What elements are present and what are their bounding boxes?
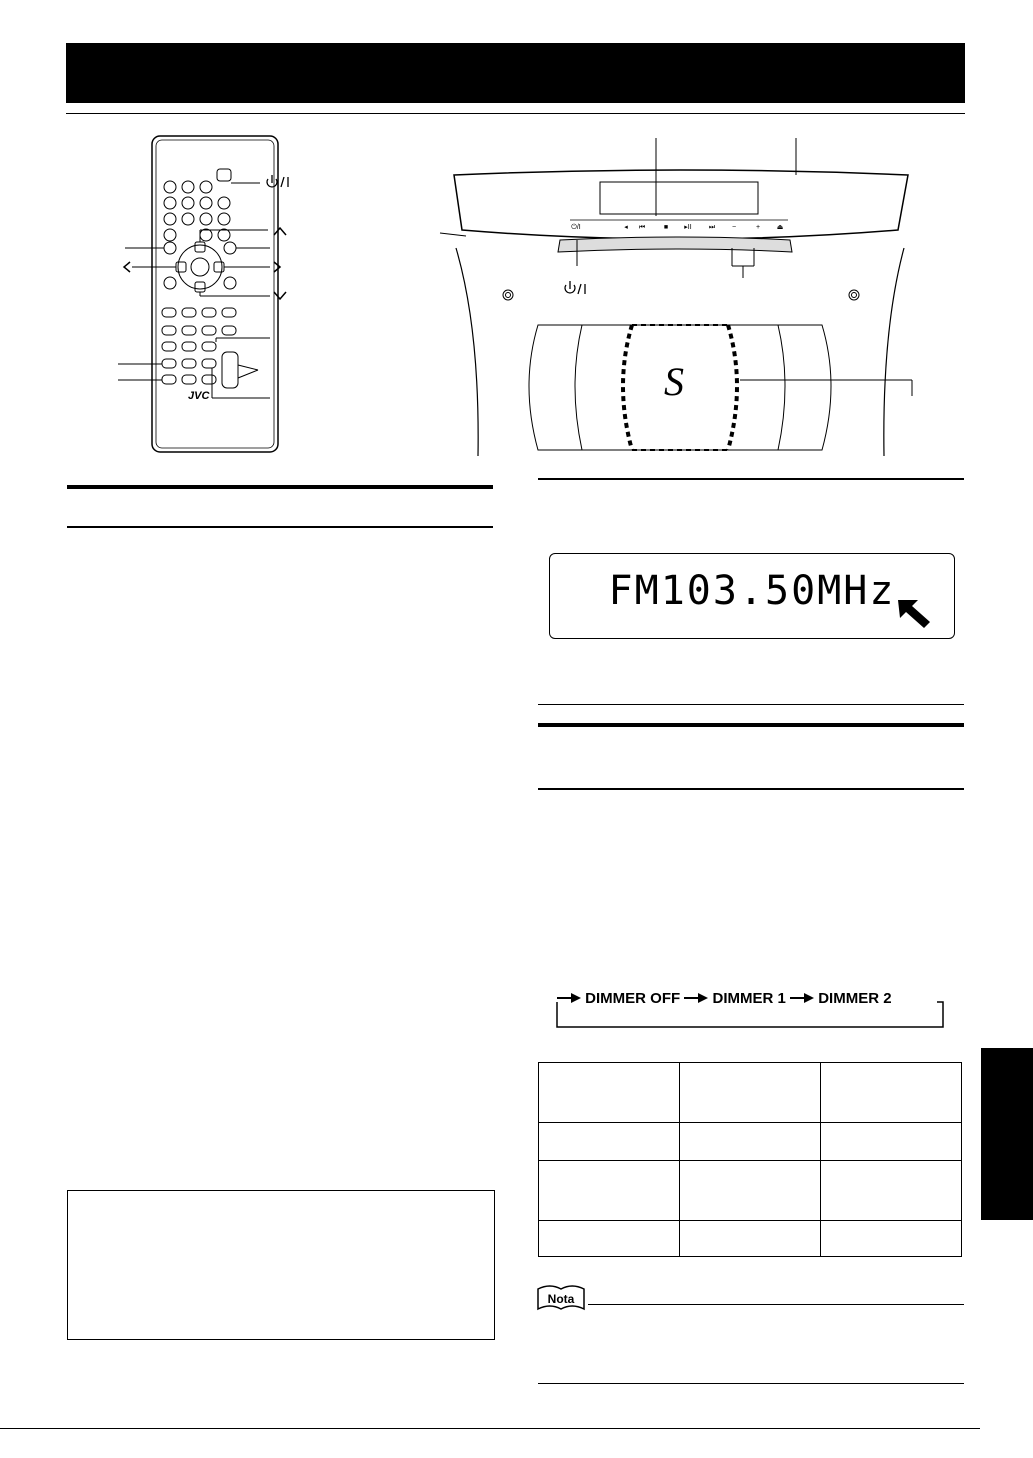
dimmer-section-rule xyxy=(538,788,964,790)
header-rule xyxy=(66,113,965,114)
remote-control-illustration xyxy=(110,130,310,460)
table-row xyxy=(539,1063,962,1123)
display-panel xyxy=(549,553,955,639)
table-cell xyxy=(821,1161,962,1221)
dimmer-table xyxy=(538,1062,962,1257)
svg-text:▸II: ▸II xyxy=(684,224,692,231)
display-section-rule xyxy=(538,478,964,480)
svg-text:⏭: ⏭ xyxy=(708,224,716,231)
svg-text:S: S xyxy=(664,359,684,404)
arrow-pointer-icon xyxy=(896,598,938,630)
table-row xyxy=(539,1123,962,1161)
table-cell xyxy=(821,1221,962,1257)
svg-text:■: ■ xyxy=(663,224,669,231)
dimmer-section-rule-thick xyxy=(538,723,964,727)
table-row xyxy=(539,1221,962,1257)
header-bar xyxy=(66,43,965,103)
footer-rule xyxy=(0,1428,980,1429)
dimmer-item: DIMMER 2 xyxy=(818,990,892,1007)
dimmer-item: DIMMER 1 xyxy=(712,990,786,1007)
table-cell xyxy=(539,1161,680,1221)
svg-text:◂: ◂ xyxy=(624,224,628,231)
table-cell xyxy=(680,1063,821,1123)
display-frequency: FM103.50MHz xyxy=(608,568,896,614)
table-cell xyxy=(680,1221,821,1257)
note-box xyxy=(67,1190,495,1340)
section-rule-thick xyxy=(67,485,493,489)
svg-text:+: + xyxy=(755,224,761,231)
table-row xyxy=(539,1161,962,1221)
svg-text:⏮: ⏮ xyxy=(638,224,646,231)
dimmer-loop-line xyxy=(555,1000,947,1030)
table-cell xyxy=(821,1063,962,1123)
table-cell xyxy=(680,1123,821,1161)
nota-rule xyxy=(588,1304,964,1305)
remote-brand-logo: JVC xyxy=(188,390,210,402)
table-cell xyxy=(539,1221,680,1257)
nota-label: Nota xyxy=(547,1292,575,1306)
table-cell xyxy=(539,1123,680,1161)
display-section-end-rule xyxy=(538,704,964,705)
svg-text:⏏: ⏏ xyxy=(776,224,784,231)
main-unit-illustration xyxy=(420,130,940,460)
nota-book-icon xyxy=(536,1283,586,1311)
table-cell xyxy=(680,1161,821,1221)
table-cell xyxy=(821,1123,962,1161)
dimmer-item: DIMMER OFF xyxy=(585,990,681,1007)
nota-end-rule xyxy=(538,1383,964,1384)
svg-text:−: − xyxy=(731,224,737,231)
svg-text:⏻/I: ⏻/I xyxy=(571,224,581,231)
table-cell xyxy=(539,1063,680,1123)
section-rule xyxy=(67,526,493,528)
side-language-tab xyxy=(981,1048,1033,1220)
